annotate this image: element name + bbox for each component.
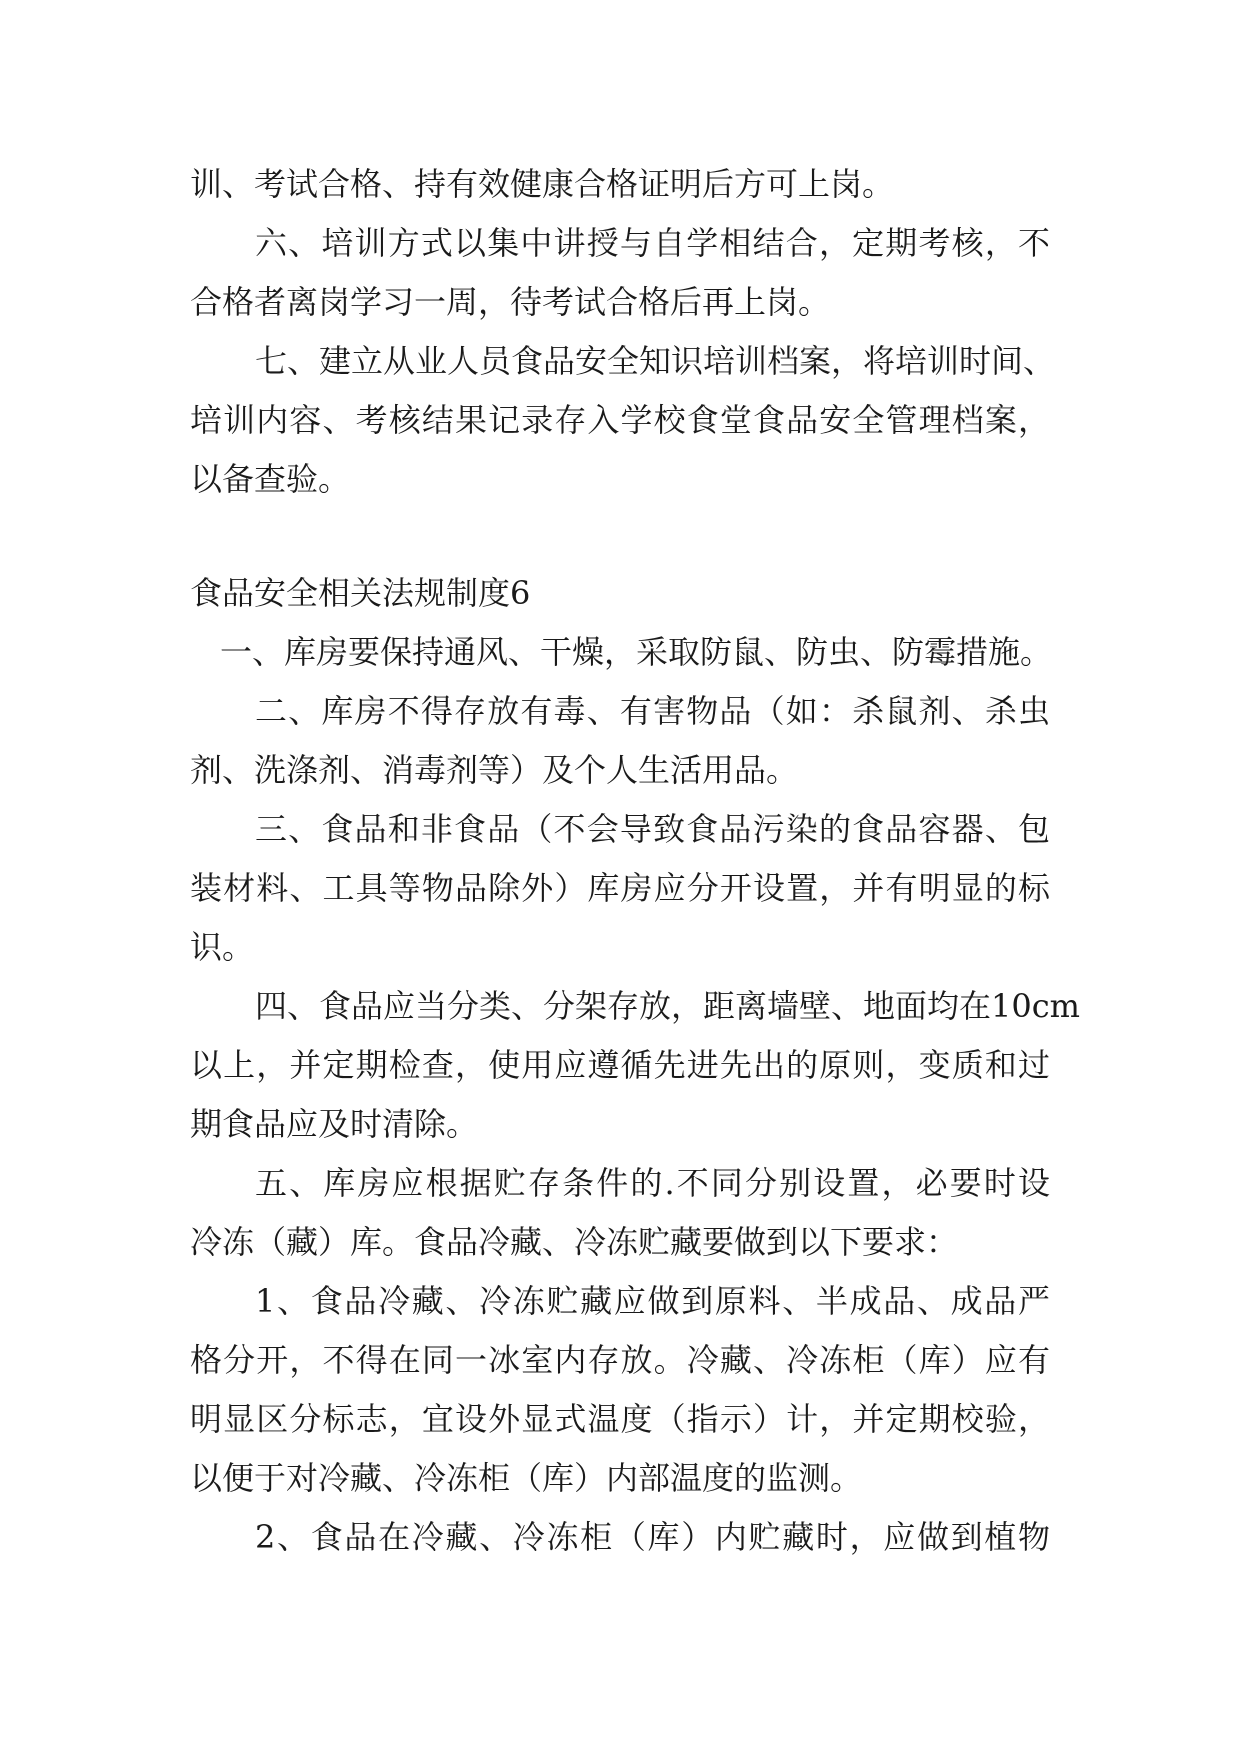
text-line: 六、培训方式以集中讲授与自学相结合，定期考核，不 — [255, 224, 1050, 262]
text-line: 以上，并定期检查，使用应遵循先进先出的原则，变质和过 — [190, 1046, 1050, 1084]
text-line: 二、库房不得存放有毒、有害物品（如：杀鼠剂、杀虫 — [255, 692, 1050, 730]
text-line: 四、食品应当分类、分架存放，距离墙壁、地面均在10cm — [255, 987, 1080, 1025]
text-line: 剂、洗涤剂、消毒剂等）及个人生活用品。 — [190, 751, 799, 789]
text-line: 装材料、工具等物品除外）库房应分开设置，并有明显的标 — [190, 869, 1050, 907]
text-line: 1、食品冷藏、冷冻贮藏应做到原料、半成品、成品严 — [255, 1282, 1050, 1320]
section-heading: 食品安全相关法规制度6 — [190, 574, 531, 612]
text-line: 以便于对冷藏、冷冻柜（库）内部温度的监测。 — [190, 1459, 863, 1497]
text-line: 五、库房应根据贮存条件的.不同分别设置，必要时设 — [255, 1164, 1050, 1202]
text-line: 培训内容、考核结果记录存入学校食堂食品安全管理档案， — [190, 401, 1050, 439]
text-line: 明显区分标志，宜设外显式温度（指示）计，并定期校验， — [190, 1400, 1050, 1438]
text-line: 七、建立从业人员食品安全知识培训档案，将培训时间、 — [255, 342, 1056, 380]
text-line: 以备查验。 — [190, 460, 351, 498]
text-line: 期食品应及时清除。 — [190, 1105, 479, 1143]
text-line: 2、食品在冷藏、冷冻柜（库）内贮藏时，应做到植物 — [255, 1518, 1050, 1556]
text-line: 冷冻（藏）库。食品冷藏、冷冻贮藏要做到以下要求： — [190, 1223, 959, 1261]
text-line: 三、食品和非食品（不会导致食品污染的食品容器、包 — [255, 810, 1050, 848]
text-line: 格分开，不得在同一冰室内存放。冷藏、冷冻柜（库）应有 — [190, 1341, 1050, 1379]
text-line: 一、库房要保持通风、干燥，采取防鼠、防虫、防霉措施。 — [220, 633, 1053, 671]
text-line: 训、考试合格、持有效健康合格证明后方可上岗。 — [190, 165, 895, 203]
text-line: 合格者离岗学习一周，待考试合格后再上岗。 — [190, 283, 831, 321]
text-line: 识。 — [190, 928, 255, 966]
